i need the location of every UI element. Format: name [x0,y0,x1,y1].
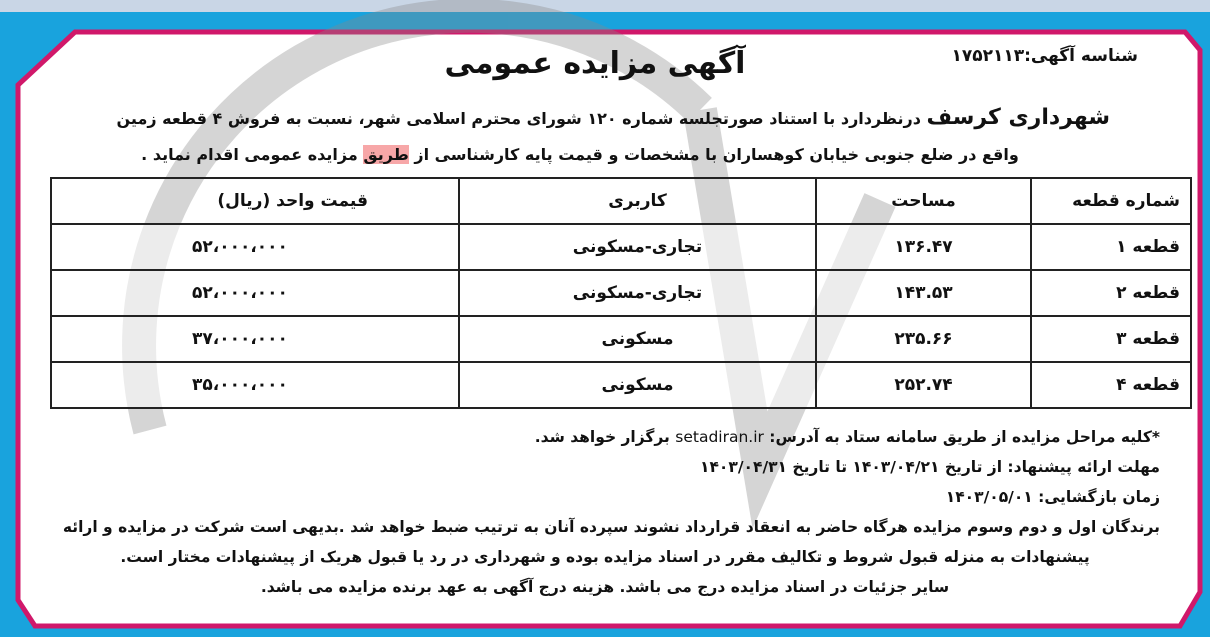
table-header [51,178,1191,224]
plot-area: ۲۵۲.۷۴ [816,362,1031,408]
header-area: مساحت [816,178,1031,224]
intro-line1: درنظردارد با استناد صورتجلسه شماره ۱۲۰ شورای محترم اسلامی شهر، نسبت به فروش ۴ قطعه زمین [116,109,927,128]
plot-price: ۳۷،۰۰۰،۰۰۰ [51,316,459,362]
plot-number: قطعه ۱ [1031,224,1191,270]
plot-number: قطعه ۲ [1031,270,1191,316]
intro-line2-end: مزایده عمومی اقدام نماید . [141,145,364,164]
plot-usage: مسکونی [459,316,816,362]
plot-usage: تجاری-مسکونی [459,270,816,316]
table-row [51,362,1191,408]
ad-id: شناسه آگهی:۱۷۵۲۱۱۳ [951,46,1138,66]
table-row [51,224,1191,270]
plot-area: ۱۳۶.۴۷ [816,224,1031,270]
page-title: آگهی مزایده عمومی [444,46,746,81]
note-platform-end: برگزار خواهد شد. [534,428,676,446]
organization-name: شهرداری کرسف [926,105,1110,130]
header-usage: کاربری [459,178,816,224]
note-winners: برندگان اول و دوم وسوم مزایده هرگاه حاضر به انعقاد قرارداد نشوند سپرده آنان به ترتیب ضبط خواهد شد .بدیهی است شرکت در مزایده و ارائه [62,518,1160,536]
header-unit-price: قیمت واحد (ریال) [51,178,459,224]
note-platform-text: *کلیه مراحل مزایده از طریق سامانه ستاد به آدرس: [763,428,1160,446]
note-deadline: مهلت ارائه پیشنهاد: از تاریخ ۱۴۰۳/۰۴/۲۱ تا تاریخ ۱۴۰۳/۰۴/۳۱ [700,458,1160,476]
note-platform [50,422,1160,452]
intro-paragraph [50,100,1110,173]
header-plot-number: شماره قطعه [1031,178,1191,224]
plot-usage: مسکونی [459,362,816,408]
plot-usage: تجاری-مسکونی [459,224,816,270]
website-url: setadiran.ir [675,428,764,446]
notes [50,422,1160,602]
note-opening-date: زمان بازگشایی: ۱۴۰۳/۰۵/۰۱ [945,488,1160,506]
note-conditions: پیشنهادات به منزله قبول شروط و تکالیف مقرر در اسناد مزایده بوده و شهرداری در رد یا قبول هریک از پیشنهادات مختار است. [120,548,1090,566]
table-row [51,270,1191,316]
plot-area: ۱۴۳.۵۳ [816,270,1031,316]
plots-table [50,177,1192,409]
note-details: سایر جزئیات در اسناد مزایده درج می باشد. هزینه درج آگهی به عهد برنده مزایده می باشد. [260,578,950,596]
plot-area: ۲۳۵.۶۶ [816,316,1031,362]
plot-number: قطعه ۴ [1031,362,1191,408]
plot-price: ۵۲،۰۰۰،۰۰۰ [51,270,459,316]
plot-number: قطعه ۳ [1031,316,1191,362]
plot-price: ۳۵،۰۰۰،۰۰۰ [51,362,459,408]
plot-price: ۵۲،۰۰۰،۰۰۰ [51,224,459,270]
table-row [51,316,1191,362]
highlighted-word: طریق [363,145,409,164]
intro-line2: واقع در ضلع جنوبی خیابان کوهساران با مشخصات و قیمت پایه کارشناسی از [408,145,1019,164]
